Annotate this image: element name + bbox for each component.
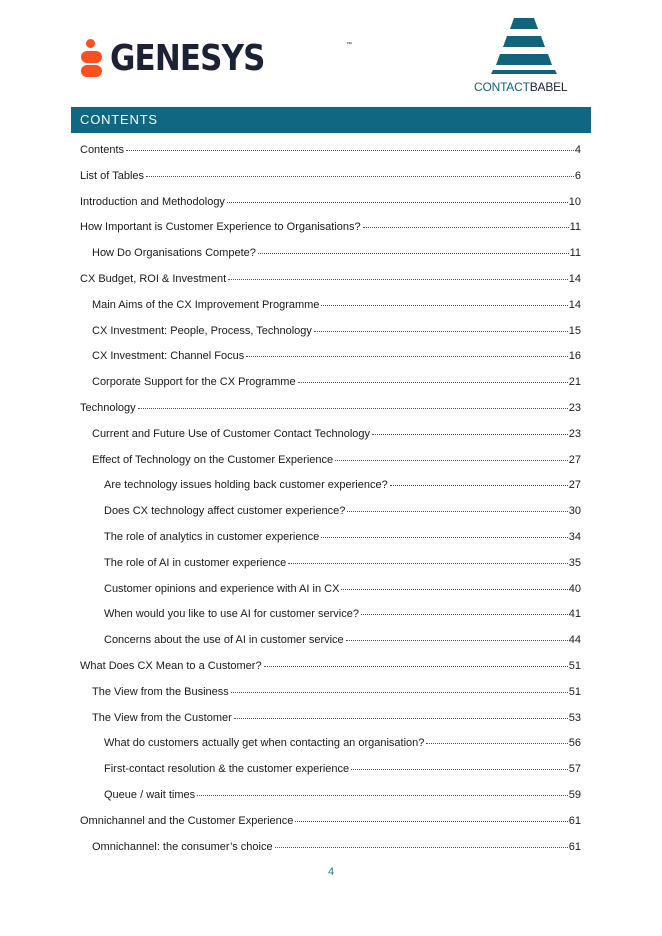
toc-dot-leader xyxy=(275,847,568,848)
page-number: 4 xyxy=(327,866,335,878)
toc-entry-title: The role of analytics in customer experience xyxy=(104,530,320,543)
toc-entry[interactable] xyxy=(80,473,581,499)
genesys-trademark: ™ xyxy=(346,42,352,48)
toc-entry-page: 30 xyxy=(568,505,581,518)
toc-entry-title: CX Investment: People, Process, Technology xyxy=(92,324,312,337)
toc-entry-page: 27 xyxy=(568,479,581,492)
toc-entry-page: 15 xyxy=(568,324,581,337)
toc-entry[interactable] xyxy=(80,293,581,319)
toc-entry-page: 53 xyxy=(568,711,581,724)
toc-entry-page: 61 xyxy=(568,840,581,853)
toc-dot-leader xyxy=(258,253,569,254)
toc-entry-page: 56 xyxy=(568,737,581,750)
toc-entry-title: Technology xyxy=(80,401,136,414)
toc-entry[interactable] xyxy=(80,783,581,809)
toc-entry-page: 35 xyxy=(568,556,581,569)
toc-entry-title: Contents xyxy=(80,144,125,156)
toc-entry-page: 34 xyxy=(568,530,581,543)
toc-dot-leader xyxy=(351,769,568,770)
toc-entry-title: Corporate Support for the CX Programme xyxy=(92,376,296,389)
toc-entry-title: First-contact resolution & the customer experience xyxy=(104,763,350,776)
toc-entry-title: The View from the Business xyxy=(92,685,229,698)
toc-entry-page: 57 xyxy=(568,763,581,776)
toc-entry[interactable] xyxy=(80,241,581,267)
toc-entry-title: What do customers actually get when contacting an organisation? xyxy=(104,737,425,750)
toc-dot-leader xyxy=(361,614,568,615)
toc-entry[interactable] xyxy=(80,190,581,216)
toc-entry-page: 14 xyxy=(568,272,581,285)
toc-entry-title: The View from the Customer xyxy=(92,711,232,724)
toc-entry-page: 16 xyxy=(568,350,581,363)
genesys-wordmark: GENESYS xyxy=(110,38,265,79)
toc-entry-title: CX Investment: Channel Focus xyxy=(92,350,245,363)
toc-entry-page: 11 xyxy=(569,247,581,260)
toc-entry-title: When would you like to use AI for customer service? xyxy=(104,608,359,621)
toc-entry[interactable] xyxy=(80,577,581,603)
toc-dot-leader xyxy=(321,305,567,306)
toc-entry[interactable] xyxy=(80,422,581,448)
toc-entry-page: 23 xyxy=(568,427,581,440)
toc-entry[interactable] xyxy=(80,396,581,422)
toc-entry-page: 6 xyxy=(574,169,581,182)
toc-dot-leader xyxy=(363,227,569,228)
toc-entry-page: 59 xyxy=(568,788,581,801)
toc-dot-leader xyxy=(347,511,567,512)
toc-entry[interactable] xyxy=(80,551,581,577)
toc-entry-page: 14 xyxy=(568,298,581,311)
genesys-logo xyxy=(80,38,352,80)
toc-dot-leader xyxy=(321,537,568,538)
toc-entry-page: 23 xyxy=(568,401,581,414)
toc-entry-page: 21 xyxy=(568,376,581,389)
toc-entry-title: List of Tables xyxy=(80,169,145,182)
toc-entry-title: How Do Organisations Compete? xyxy=(92,247,256,260)
toc-entry-page: 4 xyxy=(574,144,581,156)
toc-entry[interactable] xyxy=(80,138,581,164)
toc-entry-title: Customer opinions and experience with AI in CX xyxy=(104,582,340,595)
toc-dot-leader xyxy=(246,356,568,357)
toc-entry[interactable] xyxy=(80,370,581,396)
toc-entry-title: Current and Future Use of Customer Contact Technology xyxy=(92,427,370,440)
toc-entry-page: 10 xyxy=(568,195,581,208)
toc-dot-leader xyxy=(138,408,568,409)
toc-entry[interactable] xyxy=(80,628,581,654)
toc-entry[interactable] xyxy=(80,757,581,783)
toc-entry-title: Concerns about the use of AI in customer service xyxy=(104,634,344,647)
toc-entry-title: Are technology issues holding back customer experience? xyxy=(104,479,388,492)
toc-dot-leader xyxy=(146,176,574,177)
toc-entry-title: How Important is Customer Experience to Organisations? xyxy=(80,221,361,234)
toc-entry-title: Introduction and Methodology xyxy=(80,195,225,208)
toc-dot-leader xyxy=(390,485,568,486)
toc-dot-leader xyxy=(126,150,574,151)
pyramid-icon xyxy=(476,18,572,76)
toc-entry-title: The role of AI in customer experience xyxy=(104,556,287,569)
toc-entry-title: Omnichannel: the consumer’s choice xyxy=(92,840,273,853)
toc-entry-title: Omnichannel and the Customer Experience xyxy=(80,814,294,827)
toc-dot-leader xyxy=(314,331,568,332)
toc-entry[interactable] xyxy=(80,680,581,706)
toc-entry[interactable] xyxy=(80,267,581,293)
toc-dot-leader xyxy=(346,640,568,641)
toc-dot-leader xyxy=(298,382,568,383)
toc-entry[interactable] xyxy=(80,602,581,628)
toc-dot-leader xyxy=(341,589,567,590)
toc-entry-page: 61 xyxy=(568,814,581,827)
toc-entry-page: 27 xyxy=(568,453,581,466)
genesys-mark-icon xyxy=(80,39,104,79)
toc-entry[interactable] xyxy=(80,835,581,861)
toc-dot-leader xyxy=(264,666,568,667)
toc-entry-page: 41 xyxy=(568,608,581,621)
toc-dot-leader xyxy=(197,795,568,796)
toc-entry[interactable] xyxy=(80,809,581,835)
toc-entry[interactable] xyxy=(80,525,581,551)
toc-dot-leader xyxy=(227,202,568,203)
toc-entry[interactable] xyxy=(80,706,581,732)
toc-entry[interactable] xyxy=(80,499,581,525)
toc-entry[interactable] xyxy=(80,731,581,757)
toc-entry[interactable] xyxy=(80,215,581,241)
toc-dot-leader xyxy=(288,563,568,564)
toc-entry-title: Queue / wait times xyxy=(104,788,196,801)
contents-heading: CONTENTS xyxy=(71,107,591,133)
toc-entry-title: CX Budget, ROI & Investment xyxy=(80,272,227,285)
toc-entry-title: Effect of Technology on the Customer Experience xyxy=(92,453,334,466)
toc-entry-title: What Does CX Mean to a Customer? xyxy=(80,659,262,672)
toc-dot-leader xyxy=(372,434,568,435)
toc-entry[interactable] xyxy=(80,164,581,190)
contactbabel-logo xyxy=(472,18,576,94)
contactbabel-wordmark: CONTACTBABEL xyxy=(474,80,568,94)
toc-dot-leader xyxy=(228,279,568,280)
toc-dot-leader xyxy=(231,692,568,693)
toc-dot-leader xyxy=(234,718,568,719)
toc-entry[interactable] xyxy=(80,319,581,345)
toc-entry-title: Main Aims of the CX Improvement Programme xyxy=(92,298,320,311)
table-of-contents xyxy=(80,138,581,860)
toc-dot-leader xyxy=(426,743,567,744)
toc-dot-leader xyxy=(295,821,567,822)
toc-entry-page: 40 xyxy=(568,582,581,595)
toc-entry-page: 51 xyxy=(568,685,581,698)
toc-entry-page: 44 xyxy=(568,634,581,647)
toc-entry-page: 11 xyxy=(569,221,581,234)
toc-entry-title: Does CX technology affect customer experience? xyxy=(104,505,346,518)
toc-entry[interactable] xyxy=(80,654,581,680)
toc-entry[interactable] xyxy=(80,344,581,370)
toc-entry-page: 51 xyxy=(568,659,581,672)
toc-entry[interactable] xyxy=(80,448,581,474)
toc-dot-leader xyxy=(335,460,568,461)
